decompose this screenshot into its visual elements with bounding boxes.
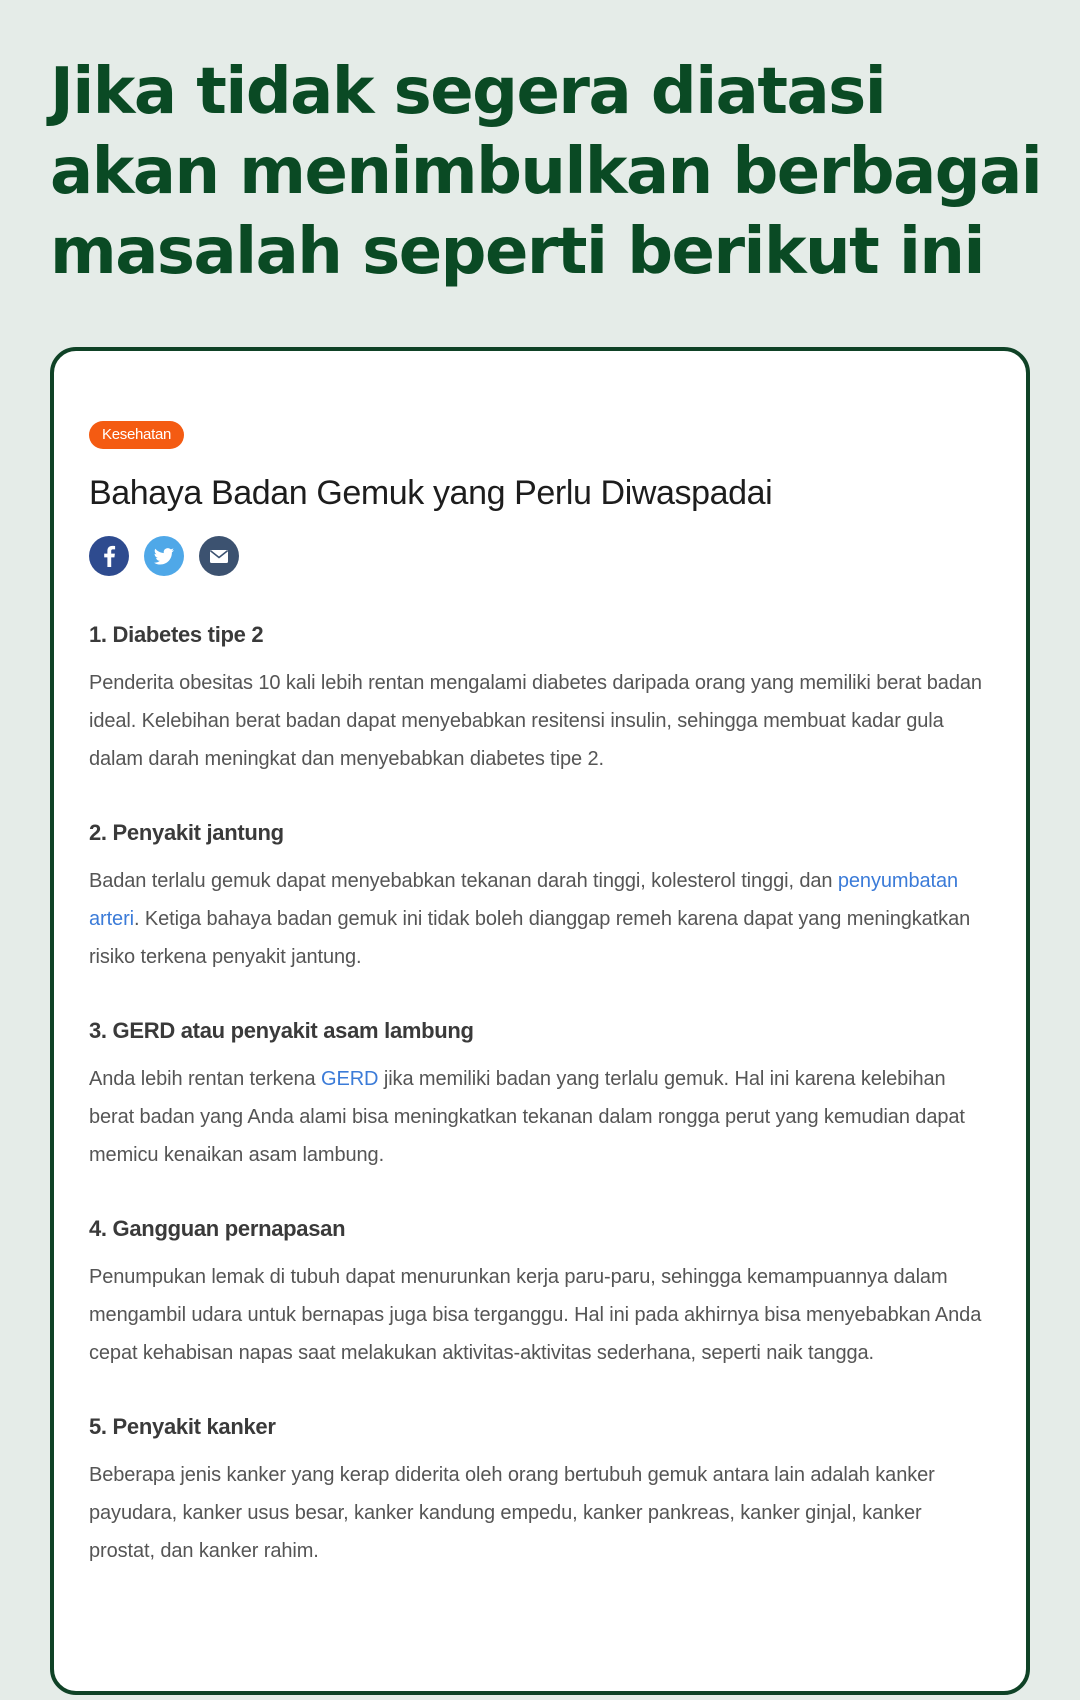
- article-body: [89, 620, 990, 1570]
- twitter-share-button[interactable]: [144, 536, 184, 576]
- gerd-link[interactable]: GERD: [321, 1068, 379, 1090]
- section-text: [89, 1060, 990, 1174]
- section-heading: 1. Diabetes tipe 2: [89, 622, 264, 647]
- mail-share-button[interactable]: [199, 536, 239, 576]
- article-title: Bahaya Badan Gemuk yang Perlu Diwaspadai: [89, 474, 773, 512]
- section-text: Beberapa jenis kanker yang kerap diderita oleh orang bertubuh gemuk antara lain adalah kanker payudara, kanker usus besar, kanker kandung empedu, kanker pankreas, kanker ginjal, kanker prostat, dan kanker rahim.: [89, 1464, 935, 1562]
- article-section: [89, 1016, 990, 1174]
- section-heading: 3. GERD atau penyakit asam lambung: [89, 1018, 474, 1043]
- section-text-part: jika memiliki badan yang terlalu gemuk. Hal ini karena kelebihan berat badan yang Anda alami bisa meningkatkan tekanan dalam rongga perut yang kemudian dapat memicu kenaikan asam lambung.: [89, 1068, 965, 1166]
- page-headline: Jika tidak segera diatasi akan menimbulkan berbagai masalah seperti berikut ini: [50, 55, 1042, 289]
- section-text: Penumpukan lemak di tubuh dapat menurunkan kerja paru-paru, sehingga kemampuannya dalam mengambil udara untuk bernapas juga bisa terganggu. Hal ini pada akhirnya bisa menyebabkan Anda cepat kehabisan napas saat melakukan aktivitas-aktivitas sederhana, seperti naik tangga.: [89, 1266, 982, 1364]
- section-heading: 4. Gangguan pernapasan: [89, 1216, 346, 1241]
- article-card: [50, 347, 1030, 1695]
- mail-icon: [199, 536, 239, 576]
- article-section: [89, 620, 990, 778]
- category-badge[interactable]: Kesehatan: [89, 421, 184, 449]
- section-heading: 5. Penyakit kanker: [89, 1414, 276, 1439]
- section-text: Penderita obesitas 10 kali lebih rentan mengalami diabetes daripada orang yang memiliki berat badan ideal. Kelebihan berat badan dapat menyebabkan resitensi insulin, sehingga membuat kadar gula dalam darah meningkat dan menyebabkan diabetes tipe 2.: [89, 672, 982, 770]
- section-text: [89, 862, 990, 976]
- article-section: [89, 1412, 990, 1570]
- share-buttons: [89, 536, 990, 576]
- section-text-part: . Ketiga bahaya badan gemuk ini tidak boleh dianggap remeh karena dapat yang meningkatkan risiko terkena penyakit jantung.: [89, 908, 971, 968]
- section-text-part: Badan terlalu gemuk dapat menyebabkan tekanan darah tinggi, kolesterol tinggi, dan: [89, 870, 838, 892]
- section-heading: 2. Penyakit jantung: [89, 820, 284, 845]
- facebook-icon: [89, 536, 129, 576]
- facebook-share-button[interactable]: [89, 536, 129, 576]
- section-text-part: Anda lebih rentan terkena: [89, 1068, 322, 1090]
- article-section: [89, 818, 990, 976]
- twitter-icon: [144, 536, 184, 576]
- penyumbatan-arteri-link[interactable]: penyumbatan arteri: [89, 870, 958, 930]
- article-section: [89, 1214, 990, 1372]
